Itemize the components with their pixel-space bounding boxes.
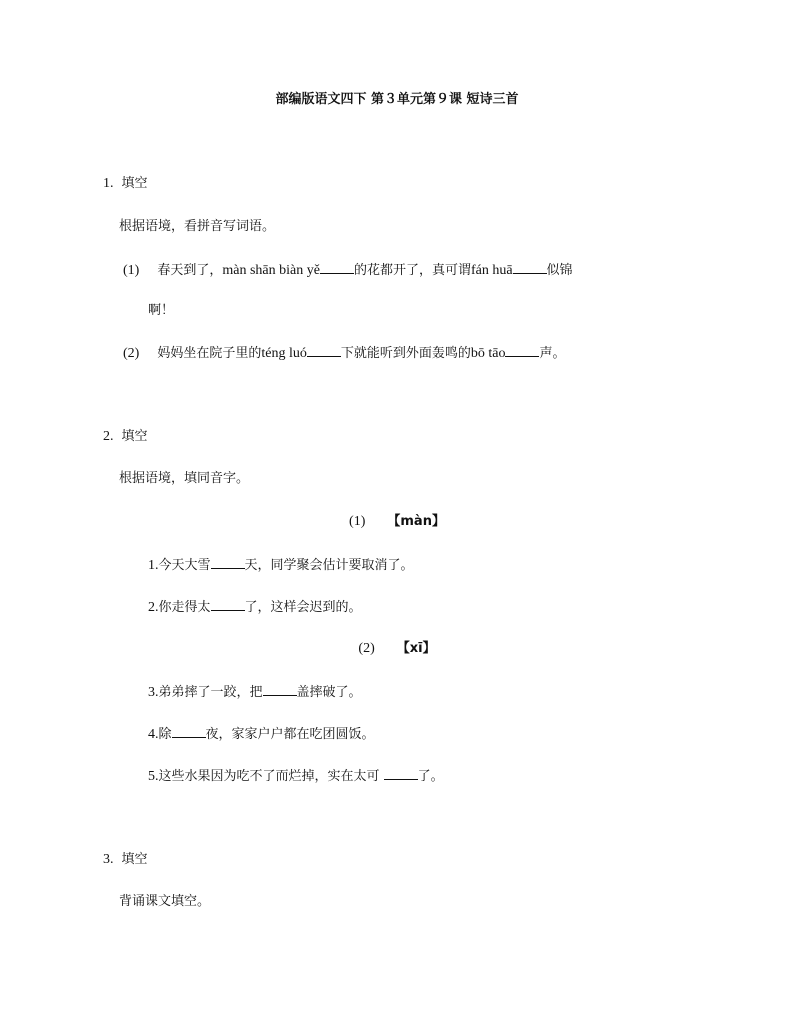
answer-blank[interactable] (384, 767, 418, 780)
answer-blank[interactable] (307, 344, 341, 357)
question-2-number: 2. (103, 429, 114, 444)
sentence-text: 你走得太 (158, 600, 211, 615)
item-text: 的花都开了，真可谓 (353, 263, 471, 278)
sentence-number: 3. (148, 685, 159, 700)
sentence-number: 5. (148, 769, 159, 784)
question-2-sentence-4 (148, 725, 375, 744)
sentence-text: 夜，家家户户都在吃团圆饭。 (205, 727, 375, 742)
item-text: 春天到了， (157, 263, 223, 278)
question-2-group-1-header (0, 513, 794, 531)
question-1-label: 填空 (121, 176, 148, 191)
answer-blank[interactable] (263, 683, 297, 696)
pinyin-text: fán huā (470, 263, 513, 278)
item-text: 妈妈坐在院子里的 (157, 346, 262, 361)
question-1-item-1 (123, 261, 573, 280)
question-2-instruction: 根据语境，填同音字。 (119, 471, 250, 486)
question-3-label: 填空 (121, 852, 148, 867)
item-text: 声。 (539, 346, 566, 361)
answer-blank[interactable] (172, 725, 206, 738)
sentence-text: 弟弟摔了一跤，把 (158, 685, 263, 700)
answer-blank[interactable] (211, 598, 245, 611)
question-3-header (103, 851, 148, 869)
group-index: (1) (349, 514, 366, 529)
question-2-sentence-1 (148, 556, 414, 575)
sentence-number: 1. (148, 558, 159, 573)
question-1-number: 1. (103, 176, 114, 191)
question-1-instruction: 根据语境，看拼音写词语。 (119, 219, 276, 234)
question-2-label: 填空 (121, 429, 148, 444)
sentence-number: 2. (148, 600, 159, 615)
item-index: (2) (123, 346, 140, 361)
question-1-item-2 (123, 344, 565, 363)
sentence-text: 这些水果因为吃不了而烂掉，实在太可 (158, 769, 384, 784)
question-2-group-2-header (0, 640, 794, 658)
question-3-number: 3. (103, 852, 114, 867)
pinyin-text: téng luó (261, 346, 307, 361)
question-2-header (103, 428, 148, 446)
sentence-text: 了，这样会迟到的。 (244, 600, 362, 615)
question-1-item-1-continued: 啊！ (148, 303, 175, 318)
pinyin-text: màn shān biàn yě (222, 263, 320, 278)
item-text: 似锦 (546, 263, 573, 278)
item-text: 下就能听到外面轰鸣的 (340, 346, 471, 361)
answer-blank[interactable] (505, 344, 539, 357)
page-title: 部编版语文四下 第３单元第９课 短诗三首 (275, 92, 519, 107)
sentence-text: 了。 (417, 769, 444, 784)
question-1-header (103, 175, 148, 193)
sentence-text: 除 (158, 727, 172, 742)
sentence-text: 盖摔破了。 (296, 685, 362, 700)
group-pinyin: 【xī】 (396, 641, 436, 656)
answer-blank[interactable] (320, 261, 354, 274)
question-2-sentence-3 (148, 683, 362, 702)
sentence-number: 4. (148, 727, 159, 742)
item-index: (1) (123, 263, 140, 278)
group-pinyin: 【màn】 (387, 514, 445, 529)
sentence-text: 今天大雪 (158, 558, 211, 573)
question-3-instruction: 背诵课文填空。 (119, 894, 211, 909)
sentence-text: 天，同学聚会估计要取消了。 (244, 558, 414, 573)
group-index: (2) (358, 641, 375, 656)
answer-blank[interactable] (513, 261, 547, 274)
answer-blank[interactable] (211, 556, 245, 569)
question-2-sentence-2 (148, 598, 362, 617)
pinyin-text: bō tāo (470, 346, 506, 361)
question-2-sentence-5 (148, 767, 444, 786)
